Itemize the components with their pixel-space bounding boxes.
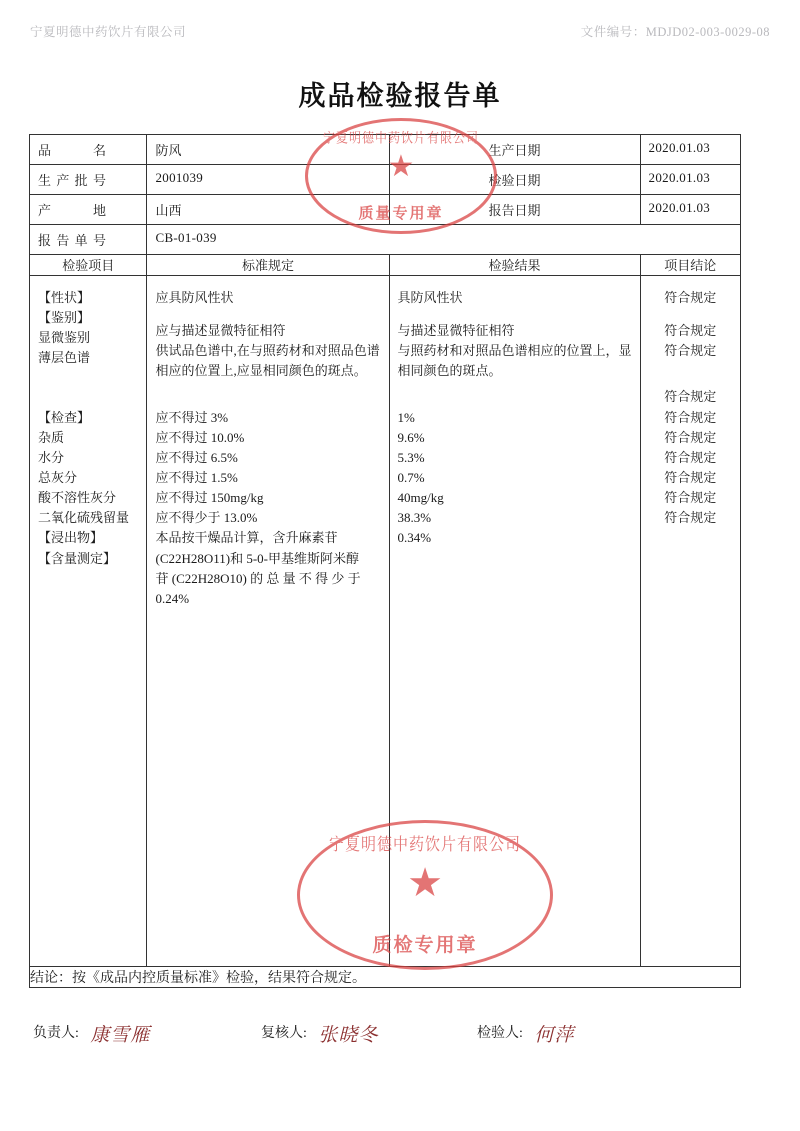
result-text: 38.3% <box>397 510 432 526</box>
col-header-item: 检验项目 <box>30 255 147 276</box>
stamp-bottom-text: 质检专用章 <box>372 934 478 956</box>
standard-text: 供试品色谱中,在与照药材和对照品色谱相应的位置上,应显相同颜色的斑点。 <box>155 343 380 379</box>
conclusion-text: 符合规定 <box>664 409 717 425</box>
col-header-result: 检验结果 <box>389 255 640 276</box>
final-conclusion-text: 结论：按《成品内控质量标准》检验，结果符合规定。 <box>30 967 741 988</box>
result-text: 与照药材和对照品色谱相应的位置上，显相同颜色的斑点。 <box>397 343 632 379</box>
info-value-inspection-date: 2020.01.03 <box>640 165 740 195</box>
column-results <box>389 276 640 967</box>
item-label: 总灰分 <box>38 469 78 485</box>
conclusion-text: 符合规定 <box>664 343 717 359</box>
standard-text: 应不得过 6.5% <box>155 449 238 465</box>
star-icon: ★ <box>407 860 443 906</box>
info-value-name: 防风 <box>147 135 389 165</box>
page-title: 成品检验报告单 <box>298 81 502 112</box>
stamp-company-text: 宁夏明德中药饮片有限公司 <box>328 833 521 855</box>
item-label: 水分 <box>38 449 65 465</box>
info-value-report-date: 2020.01.03 <box>640 195 740 225</box>
standard-text: 应不得过 10.0% <box>155 429 245 445</box>
conclusion-text: 符合规定 <box>664 510 717 526</box>
signature-inspector: 检验人: 何萍 <box>477 1025 575 1046</box>
info-label-report-no: 报告单号 <box>30 225 147 255</box>
column-conclusions <box>640 276 740 967</box>
info-value-production-date: 2020.01.03 <box>640 135 740 165</box>
result-text: 5.3% <box>397 449 425 465</box>
item-label: 薄层色谱 <box>38 350 91 366</box>
info-value-report-no: CB-01-039 <box>147 225 741 255</box>
standard-text-extra: (C22H28O11)和 5-0-甲基维斯阿米醇 <box>155 550 360 566</box>
conclusion-text: 符合规定 <box>664 449 717 465</box>
inspection-header-row <box>30 255 741 276</box>
item-label: 酸不溶性灰分 <box>38 490 117 506</box>
signature-label: 检验人 <box>477 1026 519 1041</box>
result-text: 40mg/kg <box>397 490 444 506</box>
info-value-origin: 山西 <box>147 195 389 225</box>
item-label: 【浸出物】 <box>38 530 104 546</box>
info-label-production-date: 生产日期 <box>389 135 640 165</box>
table-row <box>30 225 741 255</box>
stamp-bottom-text: 质量专用章 <box>358 204 444 222</box>
info-value-batch: 2001039 <box>147 165 389 195</box>
table-row <box>30 195 741 225</box>
col-header-standard: 标准规定 <box>147 255 389 276</box>
conclusion-text: 符合规定 <box>664 290 717 305</box>
stamp-company-text: 宁夏明德中药饮片有限公司 <box>322 130 479 147</box>
info-label-origin: 产 地 <box>30 195 147 225</box>
standard-text: 应与描述显微特征相符 <box>155 323 286 339</box>
signature-reviewer: 复核人: 张晓冬 <box>261 1025 379 1046</box>
standard-text-extra: 苷 (C22H28O10) 的 总 量 不 得 少 于 <box>155 570 361 586</box>
table-row <box>30 135 741 165</box>
scan-header <box>30 22 770 38</box>
result-text: 0.7% <box>397 469 425 485</box>
item-label: 显微鉴别 <box>38 330 91 346</box>
signature-responsible: 负责人: 康雪雁 <box>33 1025 151 1046</box>
star-icon: ★ <box>387 150 415 184</box>
inspection-body-row <box>30 276 741 967</box>
info-label-batch: 生产批号 <box>30 165 147 195</box>
conclusion-text: 符合规定 <box>664 429 717 445</box>
item-label: 二氧化硫残留量 <box>38 510 130 526</box>
result-text: 0.34% <box>397 530 432 546</box>
result-text: 具防风性状 <box>397 290 463 305</box>
standard-text: 应不得少于 13.0% <box>155 510 258 526</box>
item-label: 【鉴别】 <box>38 310 91 326</box>
company-faint-text: 宁夏明德中药饮片有限公司 <box>30 25 187 38</box>
signature-name: 张晓冬 <box>318 1025 379 1046</box>
table-row <box>30 165 741 195</box>
conclusion-text: 符合规定 <box>664 469 717 485</box>
info-label-name: 品 名 <box>30 135 147 165</box>
info-label-inspection-date: 检验日期 <box>389 165 640 195</box>
item-label: 杂质 <box>38 429 65 445</box>
standard-text: 应具防风性状 <box>155 290 234 305</box>
conclusion-text: 符合规定 <box>664 389 717 405</box>
signature-row <box>29 1010 741 1056</box>
doc-number-faint-text: 文件编号：MDJD02-003-0029-08 <box>580 25 770 38</box>
standard-text-extra: 0.24% <box>155 590 190 606</box>
result-text: 9.6% <box>397 429 425 445</box>
signature-name: 何萍 <box>534 1025 575 1046</box>
final-conclusion-row <box>30 967 741 988</box>
col-header-conclusion: 项目结论 <box>640 255 740 276</box>
standard-text: 应不得过 3% <box>155 409 229 425</box>
signature-label: 负责人 <box>33 1026 75 1041</box>
info-label-report-date: 报告日期 <box>389 195 640 225</box>
item-label: 【含量测定】 <box>38 550 117 566</box>
report-table <box>29 134 741 988</box>
signature-label: 复核人 <box>261 1026 303 1041</box>
item-label: 【性状】 <box>38 290 91 305</box>
result-text: 与描述显微特征相符 <box>397 323 515 339</box>
standard-text: 应不得过 1.5% <box>155 469 238 485</box>
conclusion-text: 符合规定 <box>664 490 717 506</box>
standard-text: 应不得过 150mg/kg <box>155 490 264 506</box>
item-label: 【检查】 <box>38 409 91 425</box>
signature-name: 康雪雁 <box>90 1025 151 1046</box>
standard-text: 本品按干燥品计算，含升麻素苷 <box>155 530 338 546</box>
column-items <box>30 276 147 967</box>
conclusion-text: 符合规定 <box>664 323 717 339</box>
column-standards <box>147 276 389 967</box>
result-text: 1% <box>397 409 415 425</box>
